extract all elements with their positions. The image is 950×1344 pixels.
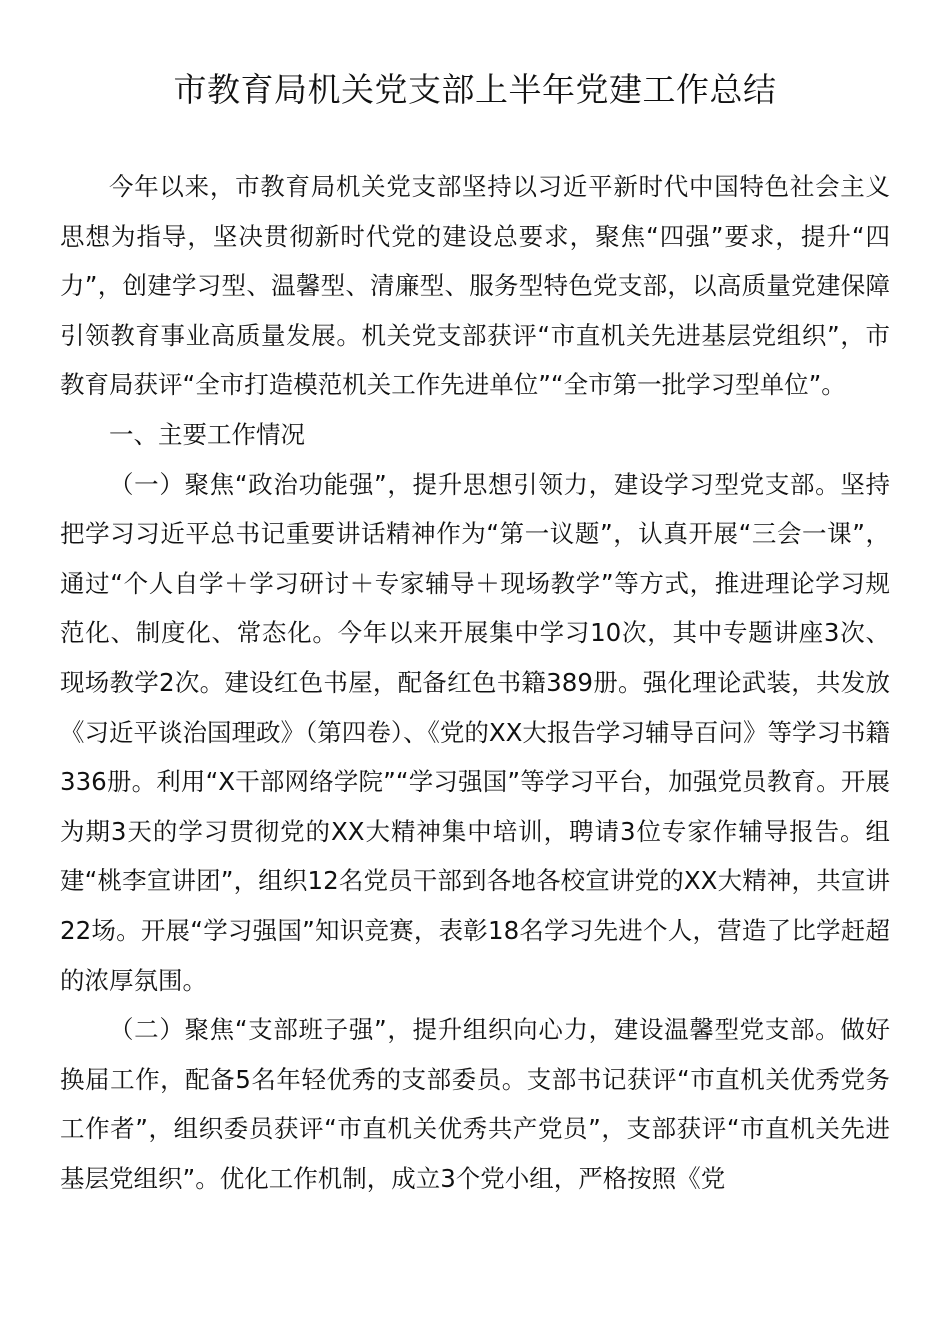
subsection-paragraph-1: （一）聚焦“政治功能强”，提升思想引领力，建设学习型党支部。坚持把学习习近平总书记重要讲话精神作为“第一议题”，认真开展“三会一课”，通过“个人自学＋学习研讨＋专家辅导＋现场教学”等方式，推进理论学习规范化、制度化、常态化。今年以来开展集中学习10次，其中专题讲座3次、现场教学2次。建设红色书屋，配备红色书籍389册。强化理论武装，共发放《习近平谈治国理政》（第四卷）、《党的XX大报告学习辅导百问》等学习书籍336册。利用“X干部网络学院”“学习强国”等学习平台，加强党员教育。开展为期3天的学习贯彻党的XX大精神集中培训，聘请3位专家作辅导报告。组建“桃李宣讲团”，组织12名党员干部到各地各校宣讲党的XX大精神，共宣讲22场。开展“学习强国”知识竞赛，表彰18名学习先进个人，营造了比学赶超的浓厚氛围。	[60, 469, 890, 995]
document-title: 市教育局机关党支部上半年党建工作总结	[173, 70, 777, 109]
section-heading-main-work: 一、主要工作情况	[109, 419, 305, 449]
intro-paragraph: 今年以来，市教育局机关党支部坚持以习近平新时代中国特色社会主义思想为指导，坚决贯彻新时代党的建设总要求，聚焦“四强”要求，提升“四力”，创建学习型、温馨型、清廉型、服务型特色党支部，以高质量党建保障引领教育事业高质量发展。机关党支部获评“市直机关先进基层党组织”，市教育局获评“全市打造模范机关工作先进单位”“全市第一批学习型单位”。	[60, 172, 890, 400]
subsection-paragraph-2: （二）聚焦“支部班子强”，提升组织向心力，建设温馨型党支部。做好换届工作，配备5名年轻优秀的支部委员。支部书记获评“市直机关优秀党务工作者”，组织委员获评“市直机关优秀共产党员”，支部获评“市直机关先进基层党组织”。优化工作机制，成立3个党小组，严格按照《党	[60, 1015, 890, 1193]
document-body	[60, 162, 890, 1203]
